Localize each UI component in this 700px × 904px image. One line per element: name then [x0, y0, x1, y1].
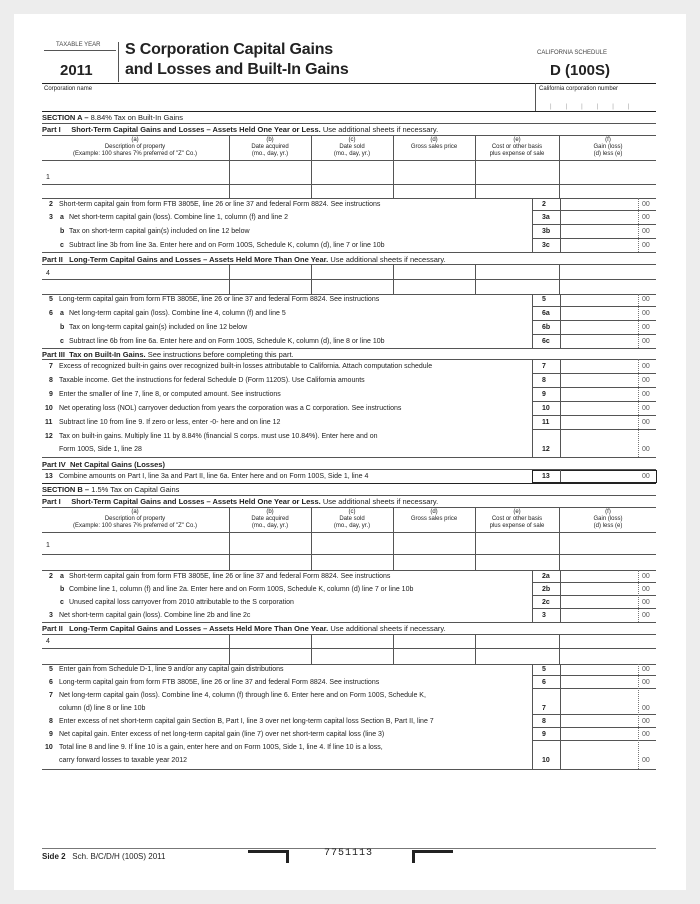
- section-b-title: SECTION B –: [42, 485, 90, 494]
- b-line-8-text: Enter excess of net short-term capital gain Section B, Part I, line 3 over net long-term capital loss Section B, Part II, line 7: [59, 718, 434, 725]
- part-title: Long-Term Capital Gains and Losses – Assets Held More Than One Year.: [69, 624, 329, 633]
- line-7-text: Excess of recognized built-in gains over recognized built-in losses attributable to California. Attach computation schedule: [59, 363, 433, 370]
- amount-fields-a-2-3c[interactable]: [560, 199, 654, 254]
- b-line-7-text: Net long-term capital gain (loss). Combine line 4, column (f) through line 6. Enter here and on Form 100S, Schedule K,: [59, 692, 426, 699]
- line-9-text: Enter the smaller of line 7, line 8, or computed amount. See instructions: [59, 391, 281, 398]
- form-title-line2: and Losses and Built-In Gains: [125, 61, 349, 78]
- amount-fields-b-2a-3[interactable]: [560, 571, 654, 623]
- footer-side: Side 2: [42, 852, 66, 861]
- registration-mark-right: [412, 850, 453, 863]
- b-line-2c-text: Unused capital loss carryover from 2010 attributable to the S corporation: [69, 599, 294, 606]
- part-title: Net Capital Gains (Losses): [69, 460, 165, 469]
- amount-fields-a-5-6c[interactable]: [560, 295, 654, 350]
- line-13-text: Combine amounts on Part I, line 3a and Part II, line 6a. Enter here and on Form 100S, Side 1, line 4: [59, 473, 369, 480]
- part-label: Part I: [42, 125, 61, 134]
- section-b-subtitle: 1.5% Tax on Capital Gains: [91, 485, 180, 494]
- line-2-text: Short-term capital gain from form FTB 3805E, line 26 or line 37 and federal Form 8824. See instructions: [59, 201, 381, 208]
- section-a-subtitle: 8.84% Tax on Built-In Gains: [90, 113, 184, 122]
- b-line-3-text: Net short-term capital gain (loss). Combine line 2b and line 2c: [59, 612, 251, 619]
- line-6a-text: Net long-term capital gain (loss). Combine line 4, column (f) and line 5: [69, 310, 286, 317]
- part-title: Short-Term Capital Gains and Losses – Assets Held One Year or Less.: [71, 125, 321, 134]
- corporation-number-label: California corporation number: [539, 86, 619, 92]
- line-12-text: Tax on built-in gains. Multiply line 11 by 8.84% (financial S corps. must use 10.84%). Enter here and on: [59, 433, 378, 440]
- b-line-6-text: Long-term capital gain from form FTB 3805E, line 26 or line 37 and federal Form 8824. See instructions: [59, 679, 380, 686]
- line-6b-text: Tax on long-term capital gain(s) included on line 12 below: [69, 324, 248, 331]
- form-code: 7751113: [324, 848, 374, 859]
- schedule-id: D (100S): [550, 62, 611, 79]
- amount-fields-a-7-12[interactable]: [560, 360, 654, 456]
- b-line-9-text: Net capital gain. Enter excess of net long-term capital gain (line 7) over net short-term capital loss (line 3): [59, 731, 385, 738]
- line-10-text: Net operating loss (NOL) carryover deduction from years the corporation was a C corporation. See instructions: [59, 405, 402, 412]
- corporation-name-field[interactable]: [38, 96, 532, 108]
- section-b-part2-entry-rows[interactable]: [54, 636, 654, 662]
- line-6c-text: Subtract line 6b from line 6a. Enter here and on Form 100S, Schedule K, column (d), line 8 or line 10b: [69, 338, 385, 345]
- part-title: Long-Term Capital Gains and Losses – Assets Held More Than One Year.: [69, 255, 329, 264]
- form-page: TAXABLE YEAR 2011 S Corporation Capital Gains and Losses and Built-In Gains CALIFORNIA SCHEDULE D (100S) Corporation name California corporation number |||||| SECTION A – 8.84% Tax on Built-In Gains Part I Short-Term Capital Gains and Losses – Assets Held One Year or Less. Use additional sheets if necessary. (a) Description of property (Example: 100 shares 7% preferred of "Z" Co.) (b) Date acquired (mo., day, yr.) (c) Date sold (mo., day, yr.) (d) Gross sales price (e) Cost or other basis plus expense of sale (f) Gain (loss) (d) less (e) 1 2 Short-term capital gain from form FTB 3805E, line 26 or line 37 and federal Form 8824. See instructions 3 a Net short-term capital gain (loss). Combine line 1, column (f) and line 2 b Tax on short-term capital gain(s) included on line 12 below c Subtract line 3b from line 3a. Enter here and on Form 100S, Schedule K, column (d), line 7 or line 10b 2 3a 3b 3c 00 00 00 00 Part II Long-Term Capital Gains and Losses – Assets Held More Than One Year. Use additional sheets if necessary. 4 5 Long-term capital gain from form FTB 3805E, line 26 or line 37 and federal Form 8824. See instructions 6 a Net long-term capital gain (loss). Combine line 4, column (f) and line 5 b Tax on long-term capital gain(s) included on line 12 below c Subtract line 6b from line 6a. Enter here and on Form 100S, Schedule K, column (d), line 8 or line 10b 5 6a 6b 6c 00 00 00 00 Part III Tax on Built-In Gains. See instructions before completing this part. 7 Excess of recognized built-in gains over recognized built-in losses attributable to California. Attach computation schedule 8 Taxable income. Get the instructions for federal Schedule D (Form 1120S). Use California amounts 9 Enter the smaller of line 7, line 8, or computed amount. See instructions 10 Net operating loss (NOL) carryover deduction from years the corporation was a C corporation. See instructions 11 Subtract line 10 from line 9. If zero or less, enter -0- here and on line 12 12 Tax on built-in gains. Multiply line 11 by 8.84% (financial S corps. must use 10.84%). Enter here and on Form 100S, Side 1, line 28 7 8 9 10 11 12 00 00 00 00 00 00 Part IV Net Capital Gains (Losses) 13 Combine amounts on Part I, line 3a and Part II, line 6a. Enter here and on Form 100S, Side 1, line 4 13 00 SECTION B – 1.5% Tax on Capital Gains Part I Short-Term Capital Gains and Losses – Assets Held One Year or Less. Use additional sheets if necessary. (a) Description of property (Example: 100 shares 7% preferred of "Z" Co.) (b) Date acquired (mo., day, yr.) (c) Date sold (mo., day, yr.) (d) Gross sales price (e) Cost or other basis plus expense of sale (f) Gain (loss) (d) less (e) 1 2 a Short-term capital gain from form FTB 3805E, line 26 or line 37 and federal Form 8824. See instructions b Combine line 1, column (f) and line 2a. Enter here and on Form 100S, Schedule K, column (d) line 7 or line 10b c Unused capital loss carryover from 2010 attributable to the S corporation 3 Net short-term capital gain (loss). Combine line 2b and line 2c 2a 2b 2c 3 00 00 00 00 Part II Long-Term Capital Gains and Losses – Assets Held More Than One Year. Use additional sheets if necessary. 4 5 Enter gain from Schedule D-1, line 9 and/or any capital gain distributions 6 Long-term capital gain from form FTB 3805E, line 26 or line 37 and federal Form 8824. See instructions 7 Net long-term capital gain (loss). Combine line 4, column (f) through line 6. Enter here and on Form 100S, Schedule K, column (d) line 8 or line 10b 8 Enter excess of net short-term capital gain Section B, Part I, line 3 over net long-term capital loss Section B, Part II, line 7 9 Net capital gain. Enter excess of net long-term capital gain (line 7) over net short-term capital loss (line 3) 10 Total line 8 and line 9. If line 10 is a gain, enter here and on Form 100S, Side 1, line 4. If line 10 is a loss, carry forward losses to taxable year 2012 5 6 7 8 9 10 00 00 00 00 00 00 Side 2 Sch. B/C/D/H (100S) 2011 7751113: [14, 14, 686, 890]
- part-title: Tax on Built-In Gains.: [69, 350, 146, 359]
- line-3c-text: Subtract line 3b from line 3a. Enter here and on Form 100S, Schedule K, column (d), line 7 or line 10b: [69, 242, 385, 249]
- section-b-part1-entry-rows[interactable]: [54, 534, 654, 568]
- amount-fields-b-5-10[interactable]: [560, 665, 654, 768]
- line-3b-text: Tax on short-term capital gain(s) included on line 12 below: [69, 228, 250, 235]
- b-line-10-text: Total line 8 and line 9. If line 10 is a gain, enter here and on Form 100S, Side 1, line 4. If line 10 is a loss,: [59, 744, 383, 751]
- section-a-title: SECTION A –: [42, 113, 89, 122]
- part-title: Short-Term Capital Gains and Losses – Assets Held One Year or Less.: [71, 497, 321, 506]
- form-title-line1: S Corporation Capital Gains: [125, 41, 333, 58]
- tax-year: 2011: [60, 62, 93, 79]
- schedule-label: CALIFORNIA SCHEDULE: [537, 50, 608, 56]
- b-line-2a-text: Short-term capital gain from form FTB 3805E, line 26 or line 37 and federal Form 8824. See instructions: [69, 573, 391, 580]
- registration-mark-left: [248, 850, 289, 863]
- line-8-text: Taxable income. Get the instructions for federal Schedule D (Form 1120S). Use California amounts: [59, 377, 365, 384]
- taxable-year-label: TAXABLE YEAR: [56, 42, 101, 48]
- line-13-amount-field[interactable]: [532, 470, 657, 483]
- footer-form-ref: Sch. B/C/D/H (100S) 2011: [72, 852, 166, 861]
- b-line-2b-text: Combine line 1, column (f) and line 2a. Enter here and on Form 100S, Schedule K, column (d) line 7 or line 10b: [69, 586, 414, 593]
- row-number: 1: [46, 174, 50, 181]
- line-3a-text: Net short-term capital gain (loss). Combine line 1, column (f) and line 2: [69, 214, 289, 221]
- corporation-name-label: Corporation name: [44, 86, 93, 92]
- line-11-text: Subtract line 10 from line 9. If zero or less, enter -0- here and on line 12: [59, 419, 281, 426]
- section-a-part1-entry-rows[interactable]: [54, 162, 654, 196]
- line-5-text: Long-term capital gain from form FTB 3805E, line 26 or line 37 and federal Form 8824. See instructions: [59, 296, 380, 303]
- b-line-5-text: Enter gain from Schedule D-1, line 9 and/or any capital gain distributions: [59, 666, 284, 673]
- part-note: Use additional sheets if necessary.: [322, 125, 439, 134]
